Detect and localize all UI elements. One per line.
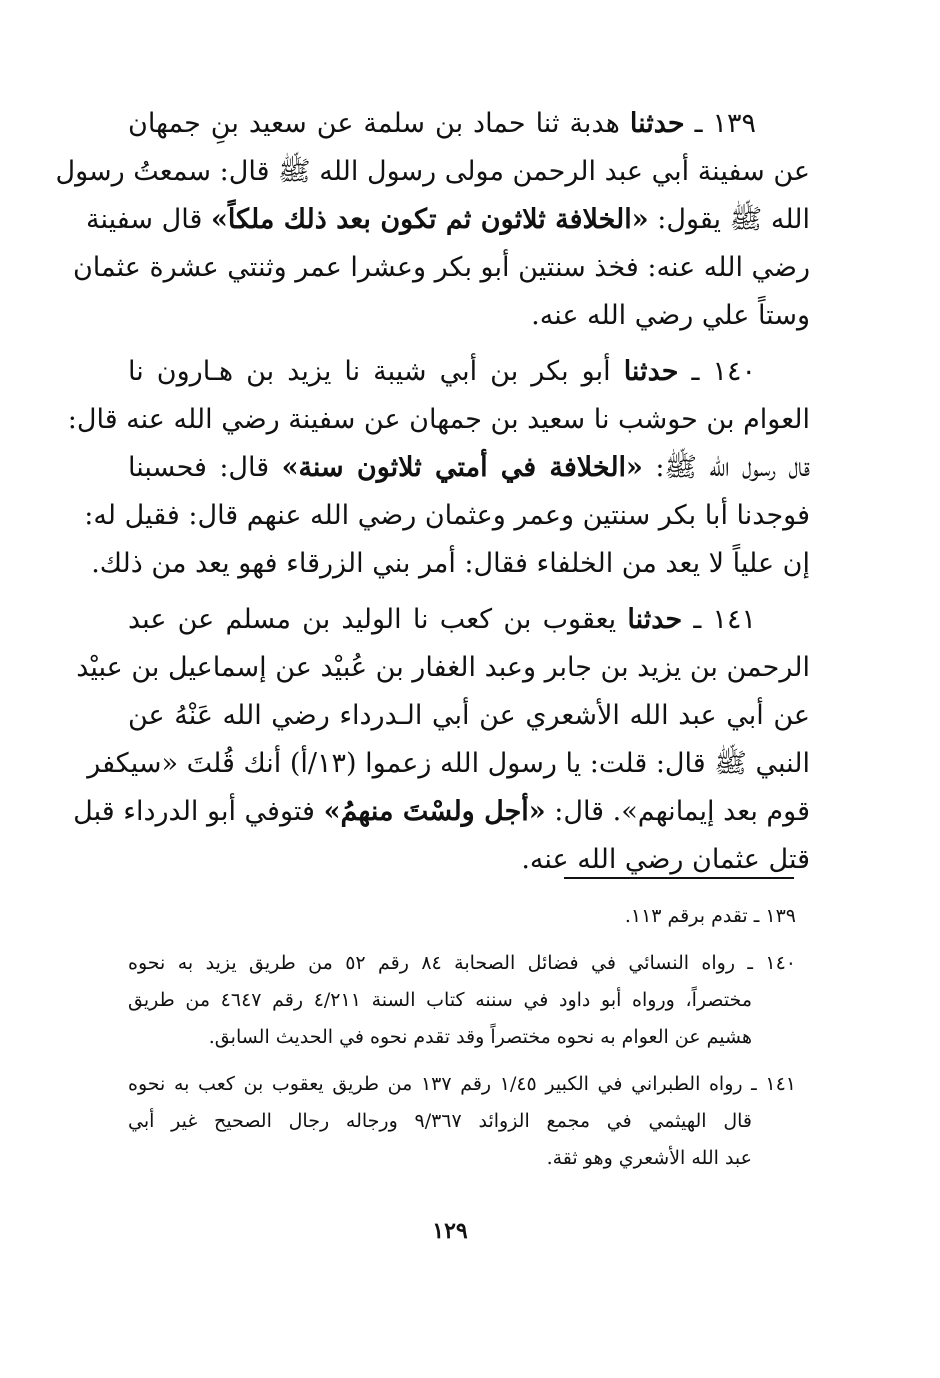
hadith-140 bbox=[67, 348, 811, 588]
text-span: الله ﷺ يقول: bbox=[657, 204, 810, 235]
text-line: إن علياً لا يعد من الخلفاء فقال: أمر بني الزرقاء فهو يعد من ذلك. bbox=[91, 548, 810, 579]
text-span: قال: فحسبنا bbox=[128, 452, 270, 483]
page-number: ١٢٩ bbox=[432, 1218, 468, 1244]
footnote-139 bbox=[128, 898, 796, 935]
text-line: فوجدنا أبا بكر سنتين وعمر وعثمان رضي الله عنهم قال: فقيل له: bbox=[84, 500, 810, 531]
hadith-lead-word: حدثنا bbox=[623, 356, 679, 387]
text-line bbox=[128, 348, 810, 396]
hadith-lead-word: حدثنا bbox=[627, 604, 683, 635]
hadith-lead-word: حدثنا bbox=[629, 108, 685, 139]
footnote-separator bbox=[564, 877, 794, 879]
text-line bbox=[73, 788, 810, 836]
text-line: وستاً علي رضي الله عنه. bbox=[531, 300, 810, 331]
prophetic-quote: «أجل ولسْتَ منهمُ» bbox=[323, 796, 546, 827]
text-line bbox=[128, 596, 810, 644]
hadith-139 bbox=[55, 100, 810, 340]
prophetic-quote: «الخلافة في أمتي ثلاثون سنة» bbox=[281, 452, 643, 483]
text-span: أبو بكر بن أبي شيبة نا يزيد بن هـارون نا bbox=[128, 356, 611, 387]
text-line: عن أبي عبد الله الأشعري عن أبي الـدرداء رضي الله عَنْهُ عن bbox=[128, 700, 810, 731]
text-span: قال سفينة bbox=[86, 204, 203, 235]
footnotes bbox=[128, 898, 796, 1177]
text-line: عن سفينة أبي عبد الرحمن مولى رسول الله ﷺ قال: سمعتُ رسول bbox=[55, 156, 810, 187]
text-span: فتوفي أبو الدرداء قبل bbox=[73, 796, 315, 827]
footnote-line: عبد الله الأشعري وهو ثقة. bbox=[546, 1147, 752, 1169]
text-line: العوام بن حوشب نا سعيد بن جمهان عن سفينة رضي الله عنه قال: bbox=[67, 404, 810, 435]
hadith-number: ١٤١ ـ bbox=[693, 604, 756, 635]
text-span: هدبة ثنا حماد بن سلمة عن سعيد بنِ جمهان bbox=[128, 108, 620, 139]
footnote-141 bbox=[128, 1066, 796, 1177]
text-span: قوم بعد إيمانهم». قال: bbox=[554, 796, 810, 827]
main-text bbox=[55, 100, 811, 884]
text-line: قتل عثمان رضي الله عنه. bbox=[521, 844, 810, 875]
footnote-line: مختصراً، ورواه أبو داود في سننه كتاب السنة ٤/٢١١ رقم ٤٦٤٧ من طريق bbox=[128, 989, 752, 1011]
text-line bbox=[86, 196, 810, 244]
text-line: الرحمن بن يزيد بن جابر وعبد الغفار بن عُبيْد عن إسماعيل بن عبيْد bbox=[76, 652, 810, 683]
text-line bbox=[128, 100, 810, 148]
footnote-line: ١٤١ ـ رواه الطبراني في الكبير ١/٤٥ رقم ١٣٧ من طريق يعقوب بن كعب به نحوه bbox=[128, 1073, 797, 1095]
footnote-line: ١٣٩ ـ تقدم برقم ١١٣. bbox=[624, 905, 796, 927]
text-line: رضي الله عنه: فخذ سنتين أبو بكر وعشرا عمر وثنتي عشرة عثمان bbox=[72, 252, 810, 283]
text-line bbox=[128, 444, 810, 492]
footnote-line: ١٤٠ ـ رواه النسائي في فضائل الصحابة ٨٤ رقم ٥٢ من طريق يزيد به نحوه bbox=[128, 952, 796, 974]
footnote-line: هشيم عن العوام به نحوه مختصراً وقد تقدم نحوه في الحديث السابق. bbox=[208, 1026, 752, 1048]
hadith-141 bbox=[73, 596, 810, 884]
hadith-number: ١٣٩ ـ bbox=[694, 108, 756, 139]
hadith-number: ١٤٠ ـ bbox=[691, 356, 756, 387]
text-span: قال رسول الله ﷺ: bbox=[655, 452, 811, 483]
prophetic-quote: «الخلافة ثلاثون ثم تكون بعد ذلك ملكاً» bbox=[210, 204, 649, 235]
text-span: يعقوب بن كعب نا الوليد بن مسلم عن عبد bbox=[128, 604, 617, 635]
text-line: النبي ﷺ قال: قلت: يا رسول الله زعموا (١٣/أ) أنك قُلتَ «سيكفر bbox=[87, 748, 810, 779]
footnote-line: قال الهيثمي في مجمع الزوائد ٩/٣٦٧ ورجاله رجال الصحيح غير أبي bbox=[128, 1110, 753, 1132]
footnote-140 bbox=[128, 945, 796, 1056]
